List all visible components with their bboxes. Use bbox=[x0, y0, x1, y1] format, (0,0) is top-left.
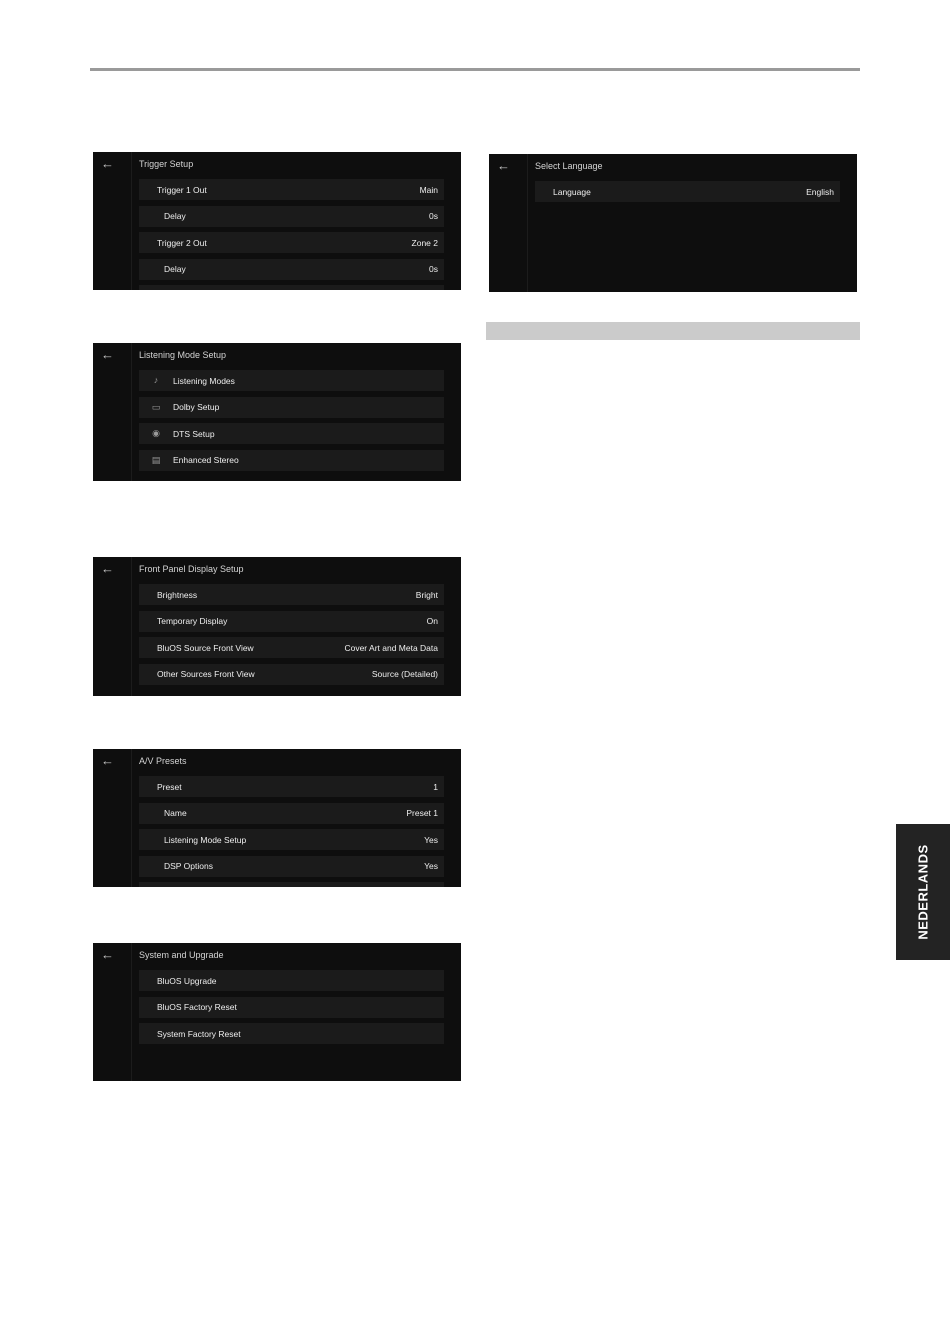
row-label: Other Sources Front View bbox=[157, 669, 255, 679]
back-arrow-icon[interactable]: ← bbox=[101, 347, 114, 362]
row-value: Yes bbox=[424, 861, 438, 871]
menu-row-system-factory-reset[interactable] bbox=[139, 1023, 444, 1044]
back-arrow-icon[interactable]: ← bbox=[497, 158, 510, 173]
row-label: BluOS Upgrade bbox=[157, 975, 217, 986]
header-rule bbox=[90, 68, 860, 71]
back-arrow-icon[interactable]: ← bbox=[101, 561, 114, 576]
row-label: Temporary Display bbox=[157, 616, 228, 626]
screen-title: Select Language bbox=[535, 161, 603, 171]
menu-row-other-sources-front-view[interactable] bbox=[139, 664, 444, 685]
enhanced-stereo-icon: ▤ bbox=[151, 454, 161, 465]
menu-row-trigger-1-out[interactable] bbox=[139, 179, 444, 200]
side-column bbox=[93, 557, 132, 696]
row-value: On bbox=[426, 616, 438, 626]
row-label: Listening Modes bbox=[173, 375, 235, 386]
row-label: Enhanced Stereo bbox=[173, 455, 239, 465]
menu-row-dolby-setup[interactable] bbox=[139, 397, 444, 418]
listening-mode-setup-screen bbox=[93, 343, 461, 481]
row-label: Delay bbox=[164, 211, 186, 221]
menu-row-bluos-source-front-view[interactable] bbox=[139, 637, 444, 658]
side-tab-label: NEDERLANDS bbox=[915, 844, 931, 940]
screen-title: A/V Presets bbox=[139, 756, 187, 766]
row-label: Language bbox=[553, 186, 591, 197]
menu-row-listening-modes[interactable] bbox=[139, 370, 444, 391]
row-label: BluOS Factory Reset bbox=[157, 1002, 237, 1012]
row-label: Preset bbox=[157, 781, 182, 792]
select-language-screen bbox=[489, 154, 857, 292]
dolby-icon: ▭ bbox=[151, 401, 161, 412]
menu-row-name[interactable] bbox=[139, 803, 444, 824]
menu-row-partial bbox=[139, 285, 444, 290]
menu-row-partial bbox=[139, 882, 444, 887]
row-label: Delay bbox=[164, 264, 186, 274]
screen-title: System and Upgrade bbox=[139, 950, 224, 960]
dts-icon: ◉ bbox=[152, 428, 160, 438]
side-column bbox=[93, 943, 132, 1081]
row-label: Trigger 2 Out bbox=[157, 237, 207, 248]
menu-row-listening-mode-setup[interactable] bbox=[139, 829, 444, 850]
side-column bbox=[93, 749, 132, 887]
menu-row-bluos-factory-reset[interactable] bbox=[139, 997, 444, 1018]
menu-row-delay-2[interactable] bbox=[139, 259, 444, 280]
menu-row-brightness[interactable] bbox=[139, 584, 444, 605]
menu-row-trigger-2-out[interactable] bbox=[139, 232, 444, 253]
back-arrow-icon[interactable]: ← bbox=[101, 156, 114, 171]
system-and-upgrade-screen bbox=[93, 943, 461, 1081]
row-label: BluOS Source Front View bbox=[157, 642, 254, 653]
menu-row-bluos-upgrade[interactable] bbox=[139, 970, 444, 991]
row-value: 0s bbox=[429, 264, 438, 274]
back-arrow-icon[interactable]: ← bbox=[101, 947, 114, 962]
menu-row-dts-setup[interactable] bbox=[139, 423, 444, 444]
screen-title: Listening Mode Setup bbox=[139, 350, 227, 360]
row-value: Yes bbox=[424, 834, 438, 845]
row-value: Source (Detailed) bbox=[371, 669, 438, 679]
trigger-setup-screen bbox=[93, 152, 461, 290]
row-label: Name bbox=[164, 808, 187, 818]
row-label: Trigger 1 Out bbox=[157, 184, 207, 195]
menu-row-dsp-options[interactable] bbox=[139, 856, 444, 877]
menu-row-preset[interactable] bbox=[139, 776, 444, 797]
screen-title: Trigger Setup bbox=[139, 159, 194, 169]
side-column bbox=[93, 152, 132, 290]
row-value: Cover Art and Meta Data bbox=[344, 642, 438, 653]
side-column bbox=[489, 154, 528, 292]
row-label: DSP Options bbox=[164, 861, 213, 871]
side-column bbox=[93, 343, 132, 481]
menu-row-enhanced-stereo[interactable] bbox=[139, 450, 444, 471]
row-value: Main bbox=[419, 184, 438, 195]
row-label: Brightness bbox=[157, 589, 198, 600]
listening-modes-icon: ♪ bbox=[153, 375, 159, 385]
av-presets-screen bbox=[93, 749, 461, 887]
menu-row-delay-1[interactable] bbox=[139, 206, 444, 227]
row-value: 0s bbox=[429, 211, 438, 221]
row-label: Listening Mode Setup bbox=[164, 834, 247, 845]
row-value: Zone 2 bbox=[411, 237, 438, 248]
front-panel-display-setup-screen bbox=[93, 557, 461, 696]
row-label: System Factory Reset bbox=[157, 1028, 241, 1039]
row-value: Preset 1 bbox=[406, 808, 438, 818]
row-value: Bright bbox=[415, 589, 438, 600]
row-value: 1 bbox=[433, 781, 438, 792]
section-bar bbox=[486, 322, 860, 340]
menu-row-language[interactable] bbox=[535, 181, 840, 202]
language-side-tab bbox=[896, 824, 950, 960]
menu-row-temporary-display[interactable] bbox=[139, 611, 444, 632]
back-arrow-icon[interactable]: ← bbox=[101, 753, 114, 768]
screen-title: Front Panel Display Setup bbox=[139, 564, 244, 574]
row-label: Dolby Setup bbox=[173, 402, 220, 412]
row-value: English bbox=[806, 186, 834, 197]
row-label: DTS Setup bbox=[173, 428, 215, 439]
